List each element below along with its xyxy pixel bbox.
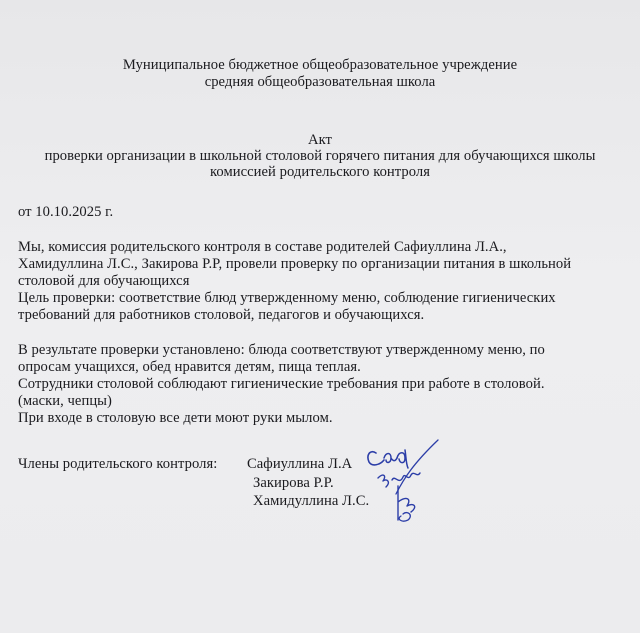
act-subtitle-line1: проверки организации в школьной столовой горячего питания для обучающихся школы: [44, 148, 596, 164]
body-text-line: Сотрудники столовой соблюдают гигиенические требования при работе в столовой.: [18, 376, 545, 392]
body-text-line: Цель проверки: соответствие блюд утвержденному меню, соблюдение гигиенических: [18, 290, 556, 306]
handwritten-signatures: [362, 436, 444, 528]
act-date: от 10.10.2025 г.: [18, 204, 114, 220]
body-text-line: требований для работников столовой, педагогов и обучающихся.: [18, 307, 425, 323]
signature-member-name: Закирова Р.Р.: [253, 475, 334, 491]
body-text-line: опросам учащихся, обед нравится детям, пища теплая.: [18, 359, 361, 375]
body-text-line: При входе в столовую все дети моют руки мылом.: [18, 410, 333, 426]
body-text-line: В результате проверки установлено: блюда соответствуют утвержденному меню, по: [18, 342, 545, 358]
act-subtitle-line2: комиссией родительского контроля: [209, 164, 430, 180]
signatures-label: Члены родительского контроля:: [18, 456, 218, 472]
org-name-line1: Муниципальное бюджетное общеобразовательное учреждение: [122, 57, 518, 73]
body-text-line: (маски, чепцы): [18, 393, 112, 409]
body-text-line: Мы, комиссия родительского контроля в составе родителей Сафиуллина Л.А.,: [18, 239, 507, 255]
signature-member-name: Хамидуллина Л.С.: [253, 493, 370, 509]
act-title: Акт: [308, 132, 332, 148]
signature-member-name: Сафиуллина Л.А: [247, 456, 353, 472]
body-text-line: столовой для обучающихся: [18, 273, 190, 289]
org-name-line2: средняя общеобразовательная школа: [204, 74, 436, 90]
body-text-line: Хамидуллина Л.С., Закирова Р.Р, провели проверку по организации питания в школьной: [18, 256, 572, 272]
